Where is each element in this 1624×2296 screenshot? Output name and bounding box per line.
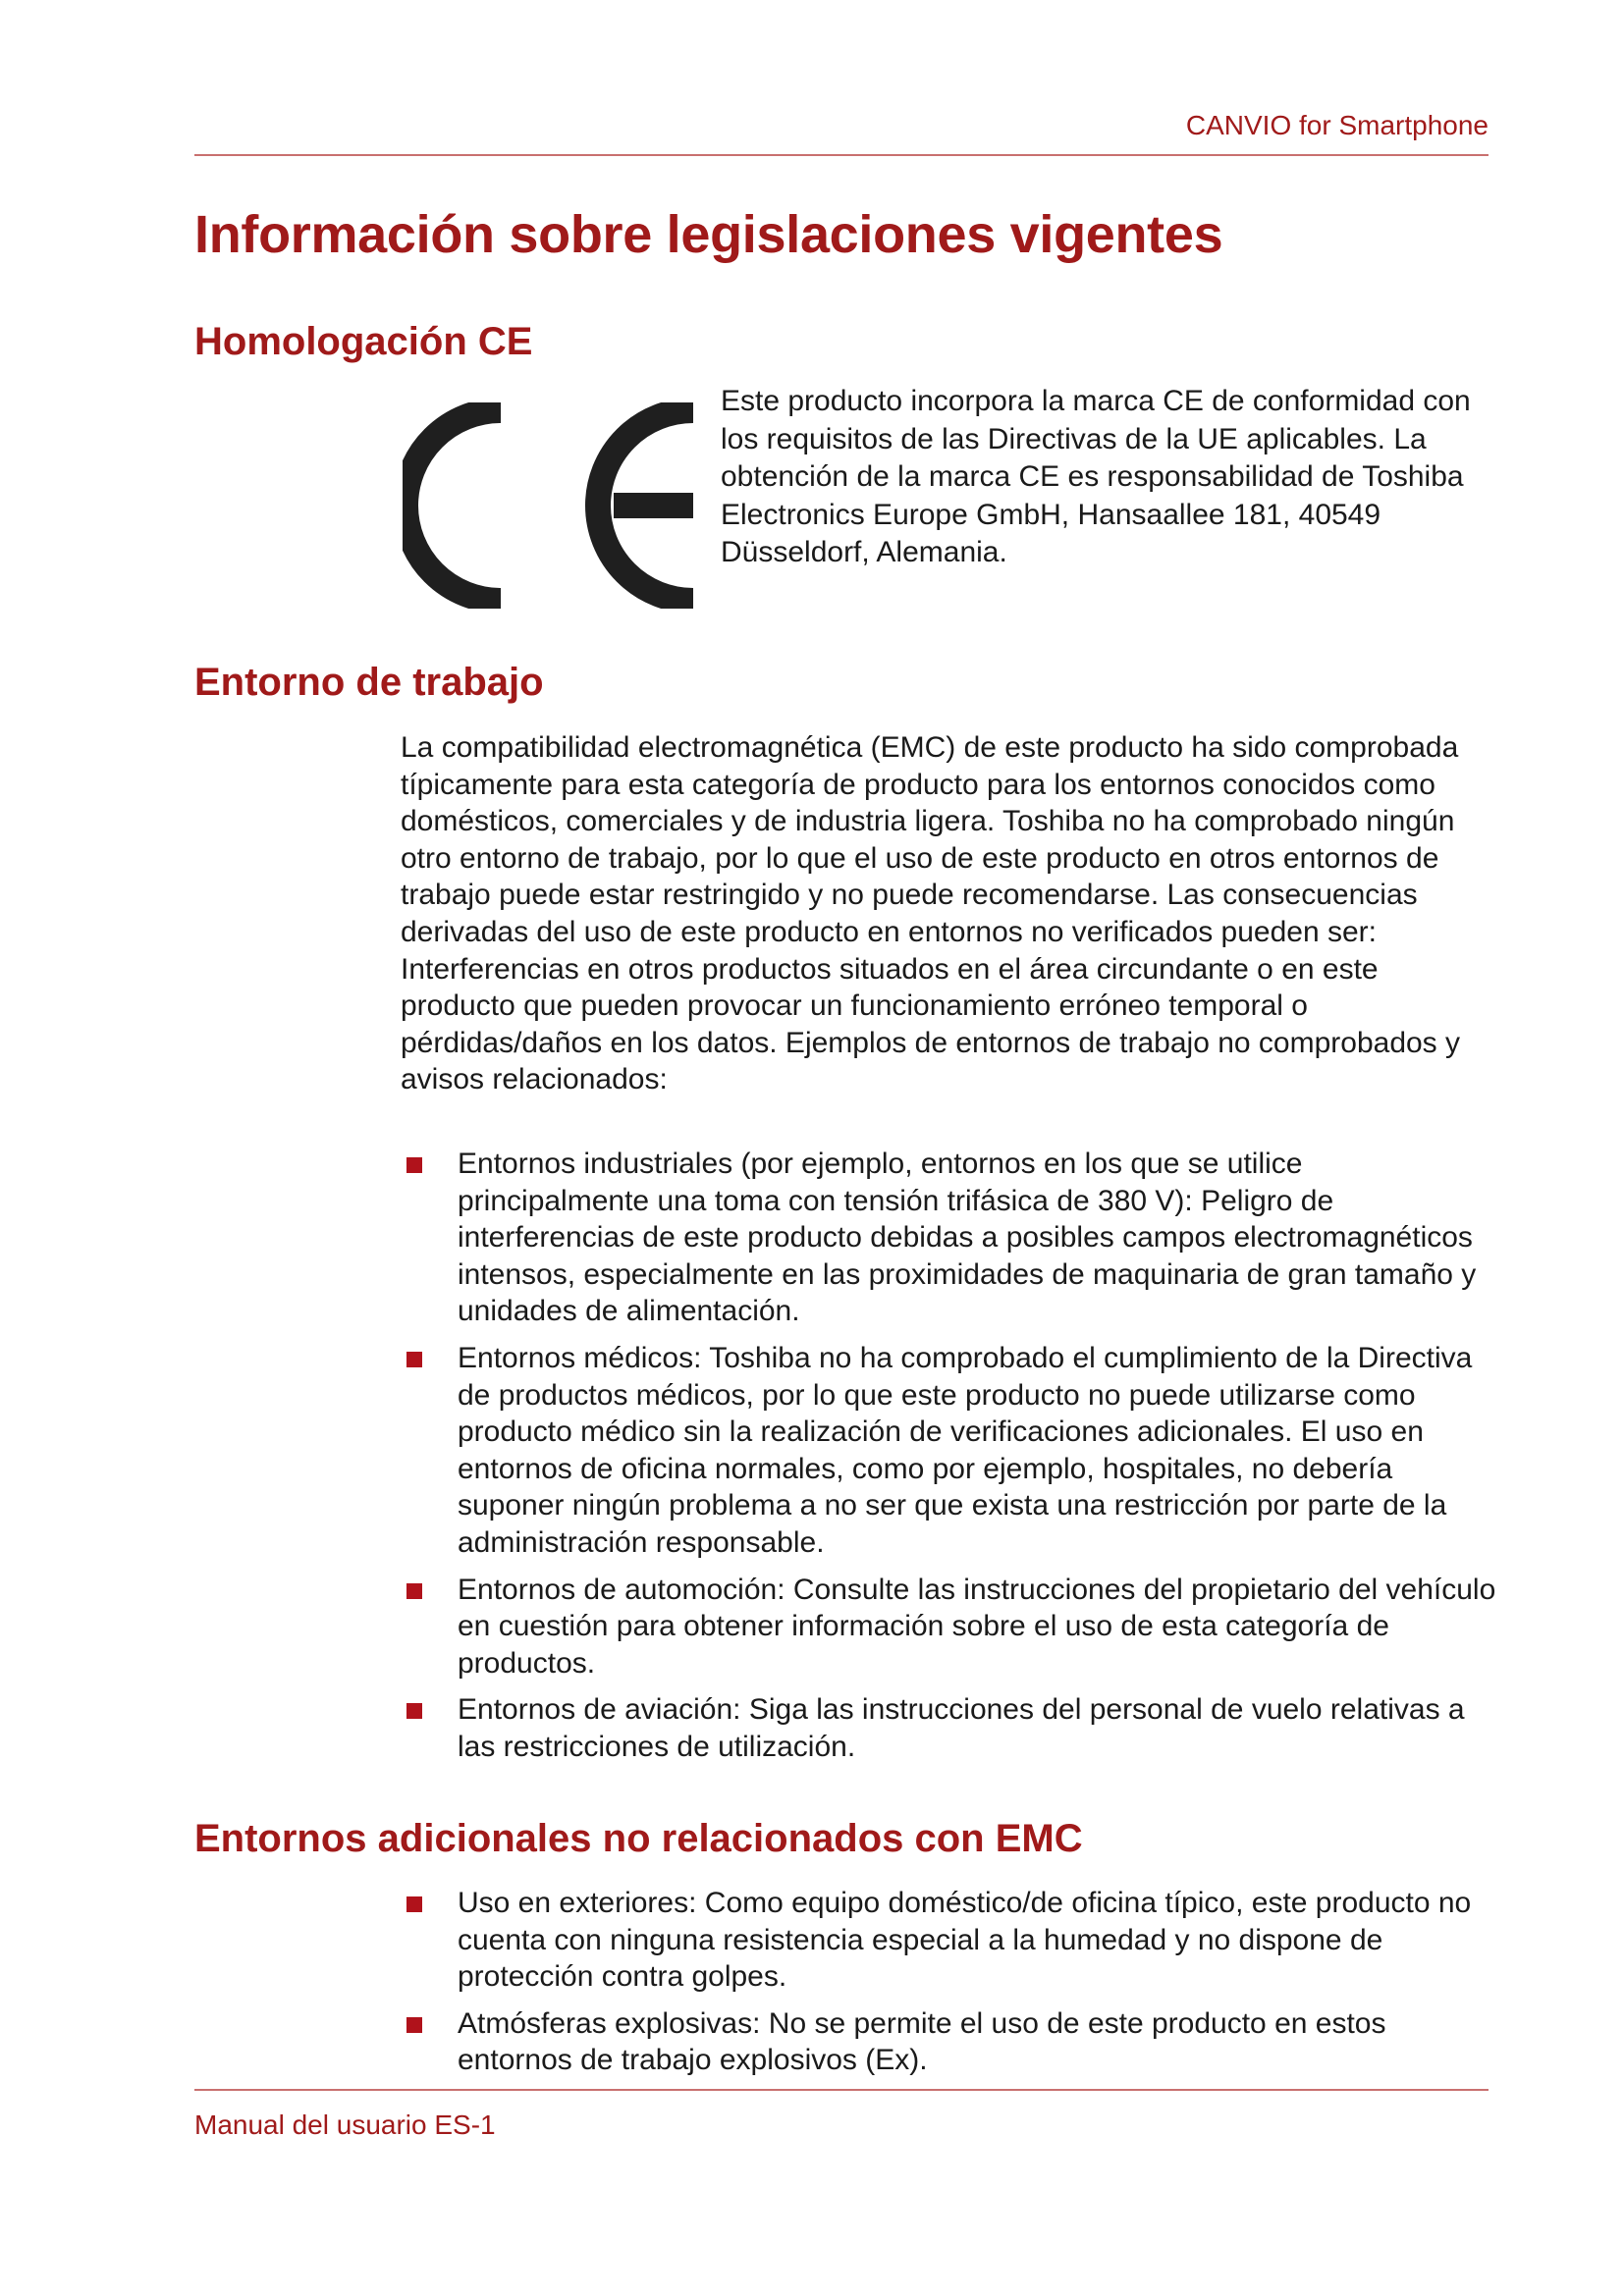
list-item-text: Entornos médicos: Toshiba no ha comprobado el cumplimiento de la Directiva de productos médicos, por lo que este producto no puede utilizarse como producto médico sin la realización de verificaciones adicionales. El uso en entornos de oficina normales, como por ejemplo, hospitales, no debería suponer ningún problema a no ser que exista una restricción por parte de la administración responsable. (458, 1341, 1473, 1559)
list-item (401, 1340, 1500, 1562)
bullet-square-icon (406, 2017, 422, 2033)
list-item (401, 1691, 1500, 1765)
section-heading-ce: Homologación CE (194, 320, 533, 363)
ce-description: Este producto incorpora la marca CE de conformidad con los requisitos de las Directivas de la UE aplicables. La obtención de la marca CE es responsabilidad de Toshiba Electronics Europe GmbH, Hansaallee 181, 40549 Düsseldorf, Alemania. (721, 385, 1471, 568)
bullet-square-icon (406, 1703, 422, 1719)
work-environment-paragraph: La compatibilidad electromagnética (EMC) de este producto ha sido comprobada típicamente para esta categoría de producto para los entornos conocidos como domésticos, comerciales y de industria ligera. Toshiba no ha comprobado ningún otro entorno de trabajo, por lo que el uso de este producto en otros entornos de trabajo puede estar restringido y no puede recomendarse. Las consecuencias derivadas del uso de este producto en entornos no verificados pueden ser: Interferencias en otros productos situados en el área circundante o en este producto que pueden provocar un funcionamiento erróneo temporal o pérdidas/daños en los datos. Ejemplos de entornos de trabajo no comprobados y avisos relacionados: (401, 731, 1461, 1096)
page-title: Información sobre legislaciones vigentes (194, 205, 1223, 264)
footer-label: Manual del usuario ES-1 (194, 2109, 496, 2140)
bullet-square-icon (406, 1583, 422, 1599)
list-item (401, 2005, 1500, 2079)
ce-mark-c-letter (406, 410, 501, 601)
section-heading-work-environment: Entorno de trabajo (194, 661, 544, 704)
section-heading-non-emc: Entornos adicionales no relacionados con EMC (194, 1817, 1083, 1860)
list-item-text: Entornos industriales (por ejemplo, entornos en los que se utilice principalmente una toma con tensión trifásica de 380 V): Peligro de interferencias de este producto debidas a posibles campos electromagnéticos intensos, especialmente en las proximidades de maquinaria de gran tamaño y unidades de alimentación. (458, 1148, 1477, 1328)
work-environment-list (401, 1146, 1500, 1776)
header-rule (194, 154, 1489, 156)
list-item (401, 1885, 1500, 1996)
bullet-square-icon (406, 1896, 422, 1912)
list-item (401, 1572, 1500, 1682)
bullet-square-icon (406, 1157, 422, 1173)
list-item-text: Entornos de aviación: Siga las instrucciones del personal de vuelo relativas a las restricciones de utilización. (458, 1693, 1465, 1763)
list-item-text: Uso en exteriores: Como equipo doméstico/de oficina típico, este producto no cuenta con ninguna resistencia especial a la humedad y no dispone de protección contra golpes. (458, 1887, 1472, 1994)
bullet-square-icon (406, 1352, 422, 1367)
ce-mark-e-bar (614, 493, 693, 518)
list-item-text: Entornos de automoción: Consulte las instrucciones del propietario del vehículo en cuestión para obtener información sobre el uso de esta categoría de productos. (458, 1573, 1496, 1680)
footer-rule (194, 2089, 1489, 2091)
list-item-text: Atmósferas explosivas: No se permite el uso de este producto en estos entornos de trabajo explosivos (Ex). (458, 2006, 1386, 2077)
running-header: CANVIO for Smartphone (1185, 110, 1489, 140)
non-emc-list (401, 1885, 1500, 2089)
ce-mark-logo (403, 402, 697, 609)
list-item (401, 1146, 1500, 1330)
